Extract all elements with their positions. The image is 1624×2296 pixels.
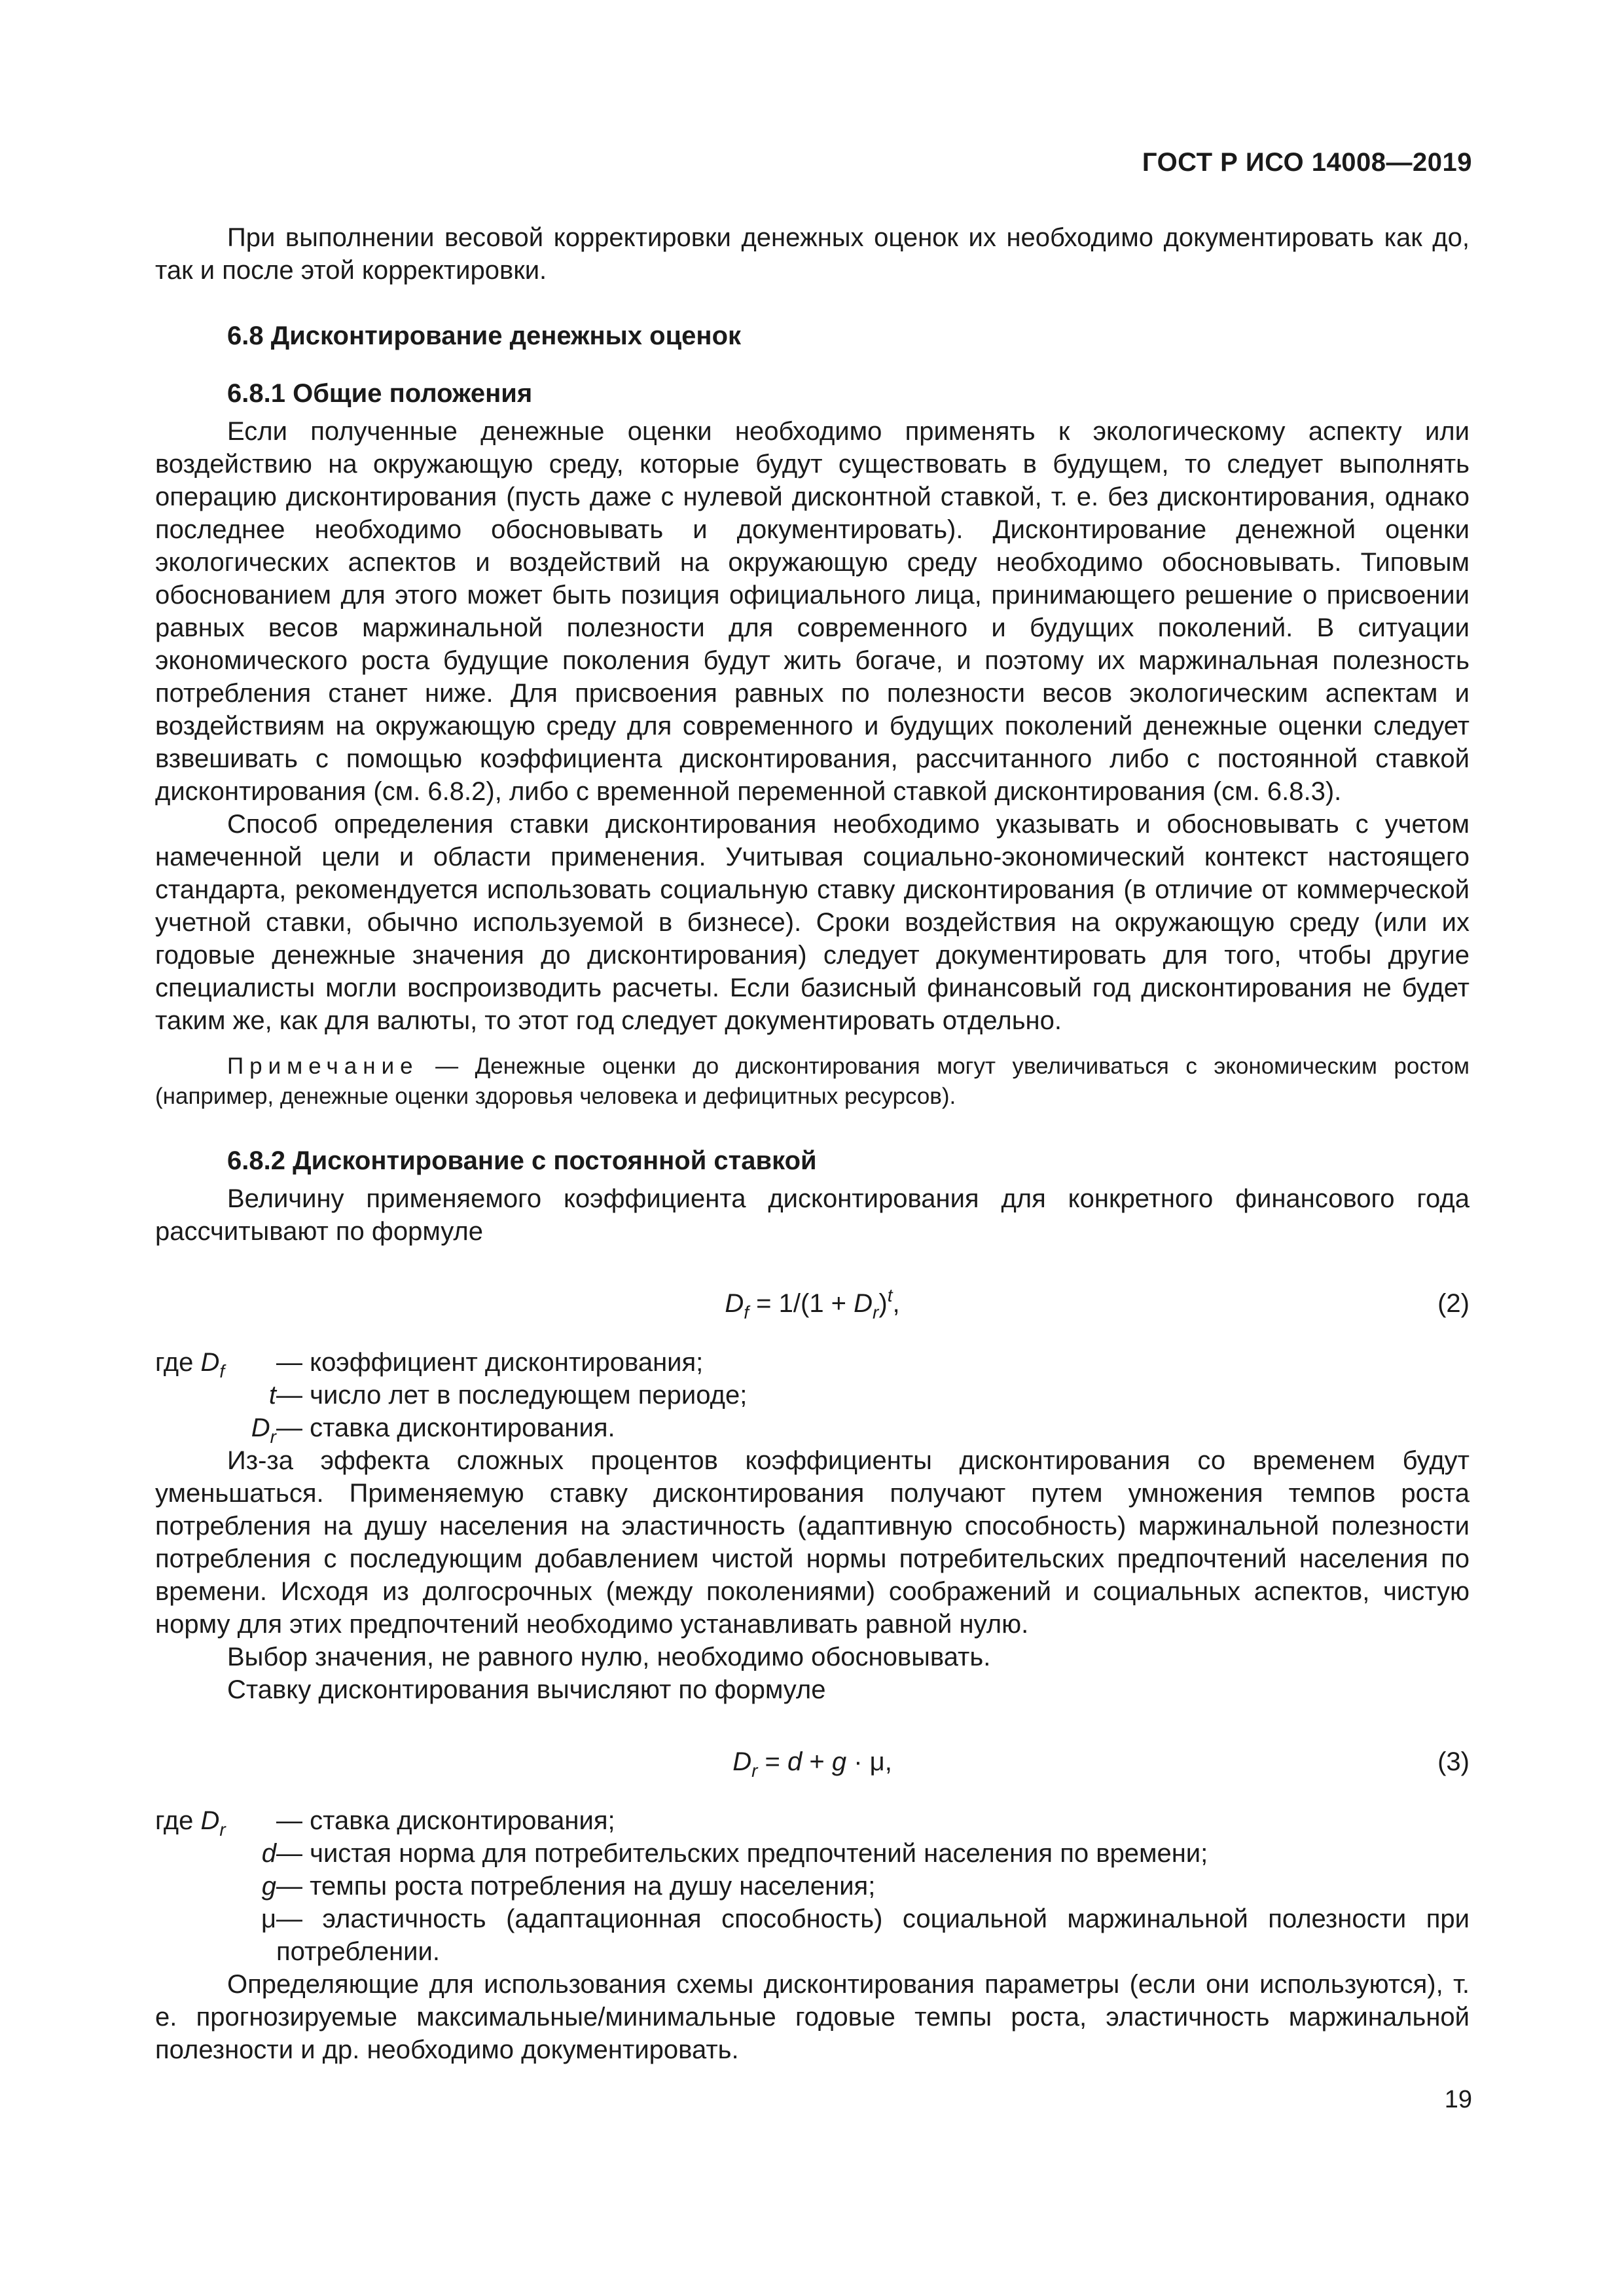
section-6-8-1-paragraph-2: Способ определения ставки дисконтирования необходимо указывать и обосновывать с учетом намеченной цели и области применения. Учитывая социально-экономический контекст настоящего стандарта, рекомендуется использовать социальную ставку дисконтирования (в отличие от коммерческой учетной ставки, обычно используемой в бизнесе). Сроки воздействия на окружающую среду (или их годовые денежные значения до дисконтирования) следует документировать для того, чтобы другие специалисты могли воспроизводить расчеты. Если базисный финансовый год дисконтирования не будет таким же, как для валюты, то этот год следует документировать отдельно. xyxy=(155,810,1470,1035)
section-6-8-2-paragraph-1: Величину применяемого коэффициента дисконтирования для конкретного финансового года рассчитывают по формуле xyxy=(155,1184,1470,1246)
note-text: — Денежные оценки до дисконтирования могут увеличиваться с экономическим ростом (например, денежные оценки здоровья человека и дефицитных ресурсов). xyxy=(155,1053,1470,1109)
page-number: 19 xyxy=(1444,2086,1472,2113)
intro-paragraph: При выполнении весовой корректировки денежных оценок их необходимо документировать как до, так и после этой корректировки. xyxy=(155,223,1470,285)
section-6-8-2-title: 6.8.2 Дисконтирование с постоянной ставкой xyxy=(227,1146,817,1175)
section-6-8-2-paragraph-5: Определяющие для использования схемы дисконтирования параметры (если они используются), т. е. прогнозируемые максимальные/минимальные годовые темпы роста, эластичность маржинальной полезности и др. необходимо документировать. xyxy=(155,1970,1470,2064)
document-body xyxy=(155,221,1470,2066)
formula-3 xyxy=(155,1745,1470,1781)
section-6-8-2-paragraph-4: Ставку дисконтирования вычисляют по формуле xyxy=(227,1675,826,1704)
formula-2-number: (2) xyxy=(1437,1289,1470,1318)
definition-item: где $D_f$ — коэффициент дисконтирования; xyxy=(155,1348,704,1381)
definition-item: g — темпы роста потребления на душу населения; xyxy=(261,1872,876,1901)
definition-item: $D_r$ — ставка дисконтирования. xyxy=(251,1413,615,1447)
formula-2-definitions xyxy=(155,1346,1470,1447)
formula-3-expression: $D_r = d + g \cdot \mu$, xyxy=(732,1747,892,1781)
formula-2-expression: $D_f = 1/(1 + D_r)^t$, xyxy=(725,1285,900,1322)
note-label: Примечание xyxy=(227,1053,419,1079)
section-6-8-1-title: 6.8.1 Общие положения xyxy=(227,379,533,408)
formula-3-definitions xyxy=(155,1804,1470,1968)
note xyxy=(155,1051,1470,1112)
formula-2 xyxy=(155,1287,1470,1320)
section-6-8-2-paragraph-3: Выбор значения, не равного нулю, необходимо обосновывать. xyxy=(227,1643,991,1671)
section-6-8-1-paragraph-1: Если полученные денежные оценки необходимо применять к экологическому аспекту или воздействию на окружающую среду, которые будут существовать в будущем, то следует выполнять операцию дисконтирования (пусть даже с нулевой дисконтной ставкой, т. е. без дисконтирования, однако последнее необходимо обосновывать и документировать). Дисконтирование денежной оценки экологических аспектов и воздействий на окружающую среду необходимо обосновывать. Типовым обоснованием для этого может быть позиция официального лица, принимающего решение о присвоении равных весов маржинальной полезности для современного и будущих поколений. В ситуации экономического роста будущие поколения будут жить богаче, и поэтому их маржинальная полезность потребления станет ниже. Для присвоения равных по полезности весов экологическим аспектам и воздействиям на окружающую среду для современного и будущих поколений денежные оценки следует взвешивать с помощью коэффициента дисконтирования, рассчитанного либо с постоянной ставкой дисконтирования (см. 6.8.2), либо с временной переменной ставкой дисконтирования (см. 6.8.3). xyxy=(155,417,1470,806)
document-header: ГОСТ Р ИСО 14008—2019 xyxy=(1142,148,1472,177)
definition-item: d — чистая норма для потребительских предпочтений населения по времени; xyxy=(261,1839,1208,1868)
definition-item: μ — эластичность (адаптационная способность) социальной маржинальной полезности при потреблении. xyxy=(261,1904,1470,1966)
section-6-8-2-paragraph-2: Из-за эффекта сложных процентов коэффициенты дисконтирования со временем будут уменьшаться. Применяемую ставку дисконтирования получают путем умножения темпов роста потребления на душу населения на эластичность (адаптивную способность) маржинальной полезности потребления с последующим добавлением чистой нормы потребительских предпочтений населения по времени. Исходя из долгосрочных (между поколениями) соображений и социальных аспектов, чистую норму для этих предпочтений необходимо устанавливать равной нулю. xyxy=(155,1446,1470,1639)
definition-item: где $D_r$ — ставка дисконтирования; xyxy=(155,1806,615,1840)
formula-3-number: (3) xyxy=(1437,1747,1470,1776)
definition-item: t — число лет в последующем периоде; xyxy=(268,1381,748,1410)
section-6-8-title: 6.8 Дисконтирование денежных оценок xyxy=(227,321,742,350)
